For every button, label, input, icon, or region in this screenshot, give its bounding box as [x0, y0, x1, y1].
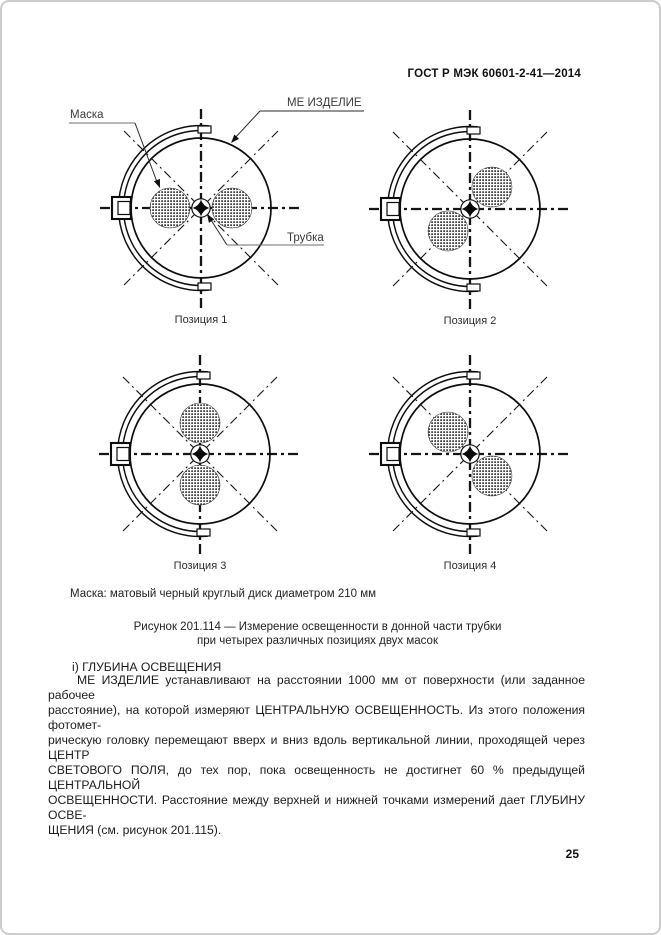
position-label: Позиция 3: [173, 560, 227, 572]
paragraph-line: ЩЕНИЯ (см. рисунок 201.115).: [48, 823, 222, 837]
paragraph-line: МЕ ИЗДЕЛИЕ устанавливают на расстоянии 1000 мм от поверхности (или заданное рабочее: [48, 673, 585, 702]
document-header: ГОСТ Р МЭК 60601-2-41—2014: [407, 68, 581, 80]
position-diagram-4: [369, 355, 571, 572]
me-device-callout-leader: [235, 111, 260, 138]
position-label: Позиция 4: [443, 560, 497, 572]
section-heading: i) ГЛУБИНА ОСВЕЩЕНИЯ: [72, 660, 222, 674]
holder-tab-top: [198, 126, 211, 133]
holder-tab-top: [467, 127, 480, 134]
holder-tab-bottom: [198, 283, 211, 290]
mask-callout-arrow: [154, 179, 160, 188]
holder-tab-top: [197, 372, 210, 379]
holder-tab-bottom: [467, 529, 480, 536]
position-label: Позиция 2: [443, 315, 497, 327]
me-device-callout-arrow: [231, 135, 239, 143]
mask-callout-leader: [135, 123, 157, 182]
figure-caption: [49, 620, 586, 648]
me-device-callout-label: МЕ ИЗДЕЛИЕ: [287, 97, 362, 109]
tube-callout-label: Трубка: [287, 232, 324, 244]
mask-disc: [180, 403, 220, 443]
body-paragraph: [48, 673, 585, 838]
position-diagram-3: [99, 355, 301, 572]
mask-callout-label: Маска: [70, 109, 104, 121]
mask-disc: [472, 167, 512, 207]
mask-disc: [428, 412, 468, 452]
side-connector-inner: [118, 202, 130, 215]
position-diagram-1: [100, 109, 302, 326]
callout-labels: [69, 97, 364, 245]
holder-tab-bottom: [467, 284, 480, 291]
holder-tab-bottom: [197, 529, 210, 536]
mask-disc: [180, 465, 220, 505]
side-connector-inner: [387, 448, 399, 461]
figure-caption-line2: при четырех различных позициях двух масок: [196, 635, 438, 647]
holder-tab-top: [467, 372, 480, 379]
page-number: 25: [565, 847, 579, 861]
position-label: Позиция 1: [174, 314, 228, 326]
paragraph-line: СВЕТОВОГО ПОЛЯ, до тех пор, пока освещенность не достигнет 60 % предыдущей ЦЕНТРАЛЬНОЙ: [48, 763, 585, 792]
mask-note: Маска: матовый черный круглый диск диаметром 210 мм: [70, 588, 377, 600]
mask-disc: [150, 188, 190, 228]
side-connector-inner: [387, 203, 399, 216]
figure-caption-line1: Рисунок 201.114 — Измерение освещенности в донной части трубки: [133, 621, 502, 633]
mask-disc: [428, 211, 468, 251]
position-diagram-2: [369, 110, 571, 327]
side-connector-inner: [117, 448, 129, 461]
paragraph-line: рическую головку перемещают вверх и вниз вдоль вертикальной линии, проходящей через ЦЕНТР: [48, 733, 585, 762]
paragraph-line: расстояние), на которой измеряют ЦЕНТРАЛЬНУЮ ОСВЕЩЕННОСТЬ. Из этого положения фотомет-: [48, 703, 585, 732]
mask-disc: [472, 456, 512, 496]
mask-disc: [212, 188, 252, 228]
paragraph-line: ОСВЕЩЕННОСТИ. Расстояние между верхней и нижней точками измерений дает ГЛУБИНУ ОСВЕ-: [48, 793, 585, 822]
figure-201-114-diagrams: [2, 2, 661, 590]
